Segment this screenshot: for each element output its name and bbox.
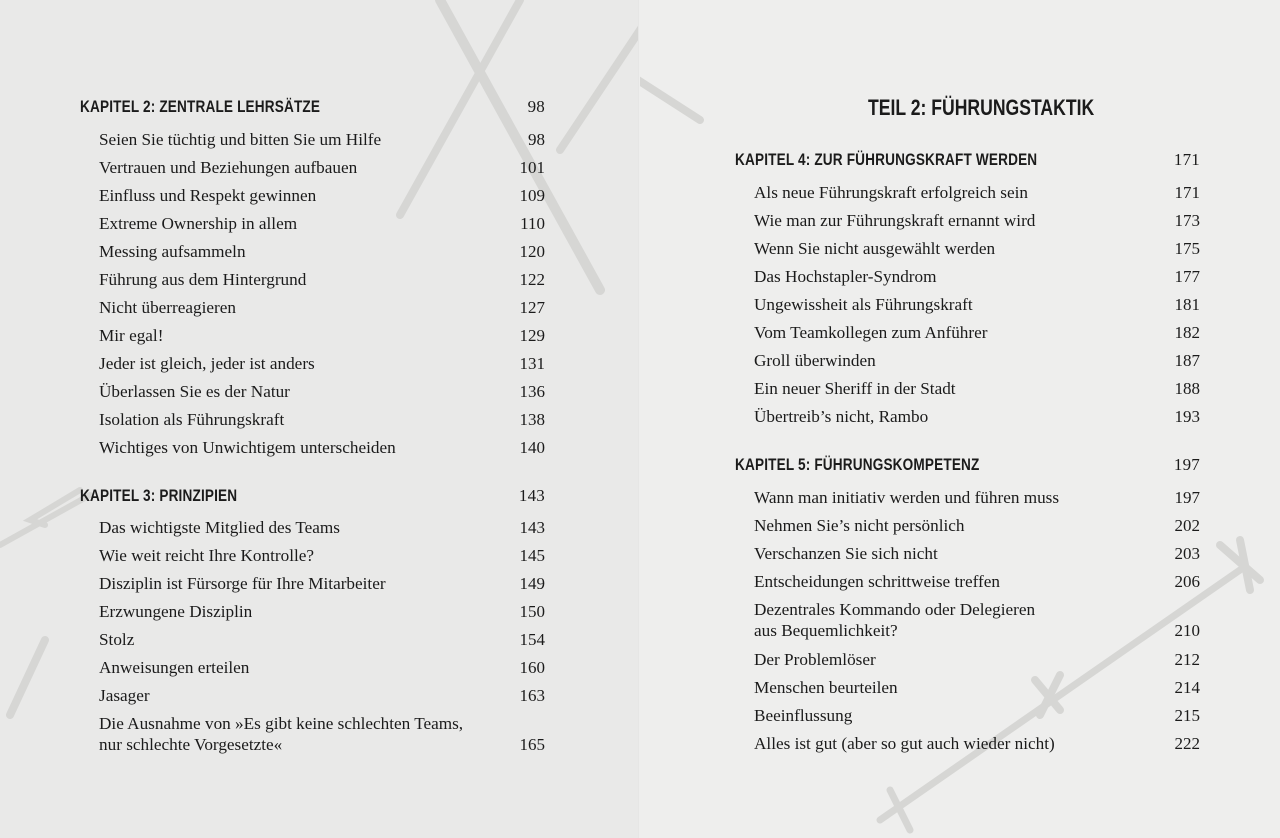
toc-entry-page-number: 122 xyxy=(519,270,545,289)
toc-entry-page-number: 175 xyxy=(1174,239,1200,258)
toc-entry[interactable] xyxy=(99,325,545,346)
toc-entry-title: Verschanzen Sie sich nicht xyxy=(754,544,938,563)
chapter-heading[interactable] xyxy=(80,95,545,119)
toc-entry-page-number: 188 xyxy=(1174,379,1200,398)
toc-entry-page-number: 187 xyxy=(1174,351,1200,370)
toc-entry[interactable] xyxy=(99,629,545,650)
toc-entry[interactable] xyxy=(754,182,1200,203)
toc-entry[interactable] xyxy=(754,515,1200,536)
chapter-page-number: 143 xyxy=(518,486,545,505)
toc-entry-title: Vertrauen und Beziehungen aufbauen xyxy=(99,158,358,177)
toc-entry[interactable] xyxy=(99,437,545,458)
toc-entry-title: Ein neuer Sheriff in der Stadt xyxy=(754,379,956,398)
toc-entry[interactable] xyxy=(99,353,545,374)
toc-entry-page-number: 150 xyxy=(519,602,545,621)
toc-entry-title: Überlassen Sie es der Natur xyxy=(99,382,290,401)
toc-entry[interactable] xyxy=(99,601,545,622)
chapter-page-number: 98 xyxy=(527,97,545,116)
toc-entry-page-number: 109 xyxy=(519,186,545,205)
toc-entry[interactable] xyxy=(754,378,1200,399)
toc-entry-title: Disziplin ist Fürsorge für Ihre Mitarbeiter xyxy=(99,574,386,593)
toc-entry-title: Dezentrales Kommando oder Delegieren xyxy=(754,600,1036,619)
toc-entry-title: Führung aus dem Hintergrund xyxy=(99,270,307,289)
toc-entry-title: Vom Teamkollegen zum Anführer xyxy=(754,323,988,342)
toc-entry-title: Die Ausnahme von »Es gibt keine schlechten Teams, xyxy=(99,714,464,733)
toc-entry-page-number: 154 xyxy=(519,630,545,649)
toc-entry[interactable] xyxy=(99,573,545,594)
toc-entry-page-number: 171 xyxy=(1174,183,1200,202)
part-title-text: TEIL 2: FÜHRUNGSTAKTIK xyxy=(868,95,1095,120)
chapter-title: KAPITEL 4: ZUR FÜHRUNGSKRAFT WERDEN xyxy=(735,150,1038,169)
toc-entry-title: Übertreib’s nicht, Rambo xyxy=(754,407,929,426)
toc-entry-page-number: 149 xyxy=(519,574,545,593)
toc-entry-page-number: 206 xyxy=(1174,572,1200,591)
toc-entry[interactable] xyxy=(754,733,1200,754)
toc-entry-page-number: 165 xyxy=(519,735,545,754)
toc-entry[interactable] xyxy=(99,713,545,755)
toc-entry-page-number: 182 xyxy=(1174,323,1200,342)
toc-entry-page-number: 160 xyxy=(519,658,545,677)
chapter-page-number: 197 xyxy=(1173,455,1200,474)
chapter-5 xyxy=(735,453,1200,763)
toc-entry[interactable] xyxy=(754,705,1200,726)
toc-entry[interactable] xyxy=(99,517,545,538)
toc-entry-title: Erzwungene Disziplin xyxy=(99,602,253,621)
toc-entry[interactable] xyxy=(754,238,1200,259)
toc-entry-page-number: 210 xyxy=(1174,621,1200,640)
toc-entry-page-number: 173 xyxy=(1174,211,1200,230)
toc-entry-title: Einfluss und Respekt gewinnen xyxy=(99,186,317,205)
toc-entry-title: Mir egal! xyxy=(99,326,164,345)
toc-entry[interactable] xyxy=(99,409,545,430)
toc-entry[interactable] xyxy=(754,406,1200,427)
toc-entry[interactable] xyxy=(754,487,1200,508)
toc-entry[interactable] xyxy=(99,157,545,178)
toc-entry-page-number: 101 xyxy=(519,158,545,177)
toc-entry-title: Wann man initiativ werden und führen muss xyxy=(754,488,1060,507)
toc-entry-page-number: 143 xyxy=(519,518,545,537)
toc-entry-page-number: 140 xyxy=(519,438,545,457)
toc-entry[interactable] xyxy=(754,266,1200,287)
toc-entry-page-number: 214 xyxy=(1174,678,1200,697)
toc-entry-title: Stolz xyxy=(99,630,135,649)
toc-entry-title: Menschen beurteilen xyxy=(754,678,898,697)
toc-entry[interactable] xyxy=(754,599,1200,641)
toc-entry[interactable] xyxy=(754,677,1200,698)
toc-entry[interactable] xyxy=(754,210,1200,231)
toc-entry[interactable] xyxy=(99,381,545,402)
toc-entry-title: Der Problemlöser xyxy=(754,650,876,669)
chapter-heading[interactable] xyxy=(735,148,1200,172)
toc-entry[interactable] xyxy=(754,571,1200,592)
toc-entry-title: Das wichtigste Mitglied des Teams xyxy=(99,518,340,537)
toc-entry-title: Seien Sie tüchtig und bitten Sie um Hilfe xyxy=(99,130,382,149)
toc-entry-title: Ungewissheit als Führungskraft xyxy=(754,295,973,314)
toc-entry-title: Wie man zur Führungskraft ernannt wird xyxy=(754,211,1036,230)
toc-entry-page-number: 222 xyxy=(1174,734,1200,753)
toc-entry[interactable] xyxy=(99,213,545,234)
toc-entry[interactable] xyxy=(99,269,545,290)
toc-entry-title-line2: nur schlechte Vorgesetzte« xyxy=(99,735,283,754)
toc-entry-title: Groll überwinden xyxy=(754,351,876,370)
toc-entry-page-number: 145 xyxy=(519,546,545,565)
toc-entry[interactable] xyxy=(99,685,545,706)
chapter-4 xyxy=(735,148,1200,433)
toc-entry-page-number: 215 xyxy=(1174,706,1200,725)
toc-entry-page-number: 163 xyxy=(519,686,545,705)
toc-entry-title: Jasager xyxy=(99,686,150,705)
toc-entry[interactable] xyxy=(754,543,1200,564)
chapter-3 xyxy=(80,484,545,764)
toc-entry-title: Isolation als Führungskraft xyxy=(99,410,285,429)
toc-entry-page-number: 110 xyxy=(520,214,545,233)
toc-entry-title-line2: aus Bequemlichkeit? xyxy=(754,621,898,640)
toc-entry-page-number: 203 xyxy=(1174,544,1200,563)
toc-entry-page-number: 177 xyxy=(1174,267,1200,286)
toc-entry-title: Anweisungen erteilen xyxy=(99,658,250,677)
toc-entry[interactable] xyxy=(99,185,545,206)
toc-entry-page-number: 197 xyxy=(1174,488,1200,507)
toc-entry-page-number: 138 xyxy=(519,410,545,429)
toc-entry-page-number: 136 xyxy=(519,382,545,401)
toc-entry-title: Als neue Führungskraft erfolgreich sein xyxy=(754,183,1028,202)
toc-entry-page-number: 129 xyxy=(519,326,545,345)
toc-entry[interactable] xyxy=(99,241,545,262)
chapter-heading[interactable] xyxy=(80,484,545,508)
toc-entry-title: Entscheidungen schrittweise treffen xyxy=(754,572,1000,591)
toc-entry-title: Wie weit reicht Ihre Kontrolle? xyxy=(99,546,315,565)
chapter-2 xyxy=(80,95,545,465)
toc-entry-title: Extreme Ownership in allem xyxy=(99,214,298,233)
toc-entry-title: Nehmen Sie’s nicht persönlich xyxy=(754,516,965,535)
toc-entry-page-number: 127 xyxy=(519,298,545,317)
part-title xyxy=(868,95,1095,121)
toc-entry-title: Beeinflussung xyxy=(754,706,853,725)
chapter-page-number: 171 xyxy=(1173,150,1200,169)
toc-entry[interactable] xyxy=(99,129,545,150)
toc-entry-page-number: 131 xyxy=(519,354,545,373)
toc-entry-page-number: 120 xyxy=(519,242,545,261)
toc-entry-title: Messing aufsammeln xyxy=(99,242,246,261)
toc-entry[interactable] xyxy=(99,657,545,678)
chapter-title: KAPITEL 5: FÜHRUNGSKOMPETENZ xyxy=(735,455,980,474)
toc-entry-title: Das Hochstapler-Syndrom xyxy=(754,267,937,286)
toc-entry-title: Jeder ist gleich, jeder ist anders xyxy=(99,354,315,373)
toc-entry[interactable] xyxy=(754,322,1200,343)
toc-entry-page-number: 193 xyxy=(1174,407,1200,426)
toc-entry[interactable] xyxy=(754,294,1200,315)
toc-entry[interactable] xyxy=(754,350,1200,371)
toc-entry-title: Nicht überreagieren xyxy=(99,298,236,317)
chapter-title: KAPITEL 2: ZENTRALE LEHRSÄTZE xyxy=(80,97,321,116)
toc-entry[interactable] xyxy=(99,297,545,318)
toc-entry-title: Wichtiges von Unwichtigem unterscheiden xyxy=(99,438,396,457)
toc-entry-title: Alles ist gut (aber so gut auch wieder nicht) xyxy=(754,734,1055,753)
toc-entry-page-number: 181 xyxy=(1174,295,1200,314)
toc-entry-page-number: 212 xyxy=(1174,650,1200,669)
chapter-heading[interactable] xyxy=(735,453,1200,477)
toc-entry-title: Wenn Sie nicht ausgewählt werden xyxy=(754,239,996,258)
chapter-title: KAPITEL 3: PRINZIPIEN xyxy=(80,486,238,505)
toc-entry[interactable] xyxy=(99,545,545,566)
toc-entry[interactable] xyxy=(754,649,1200,670)
toc-entry-page-number: 202 xyxy=(1174,516,1200,535)
toc-entry-page-number: 98 xyxy=(528,130,545,149)
